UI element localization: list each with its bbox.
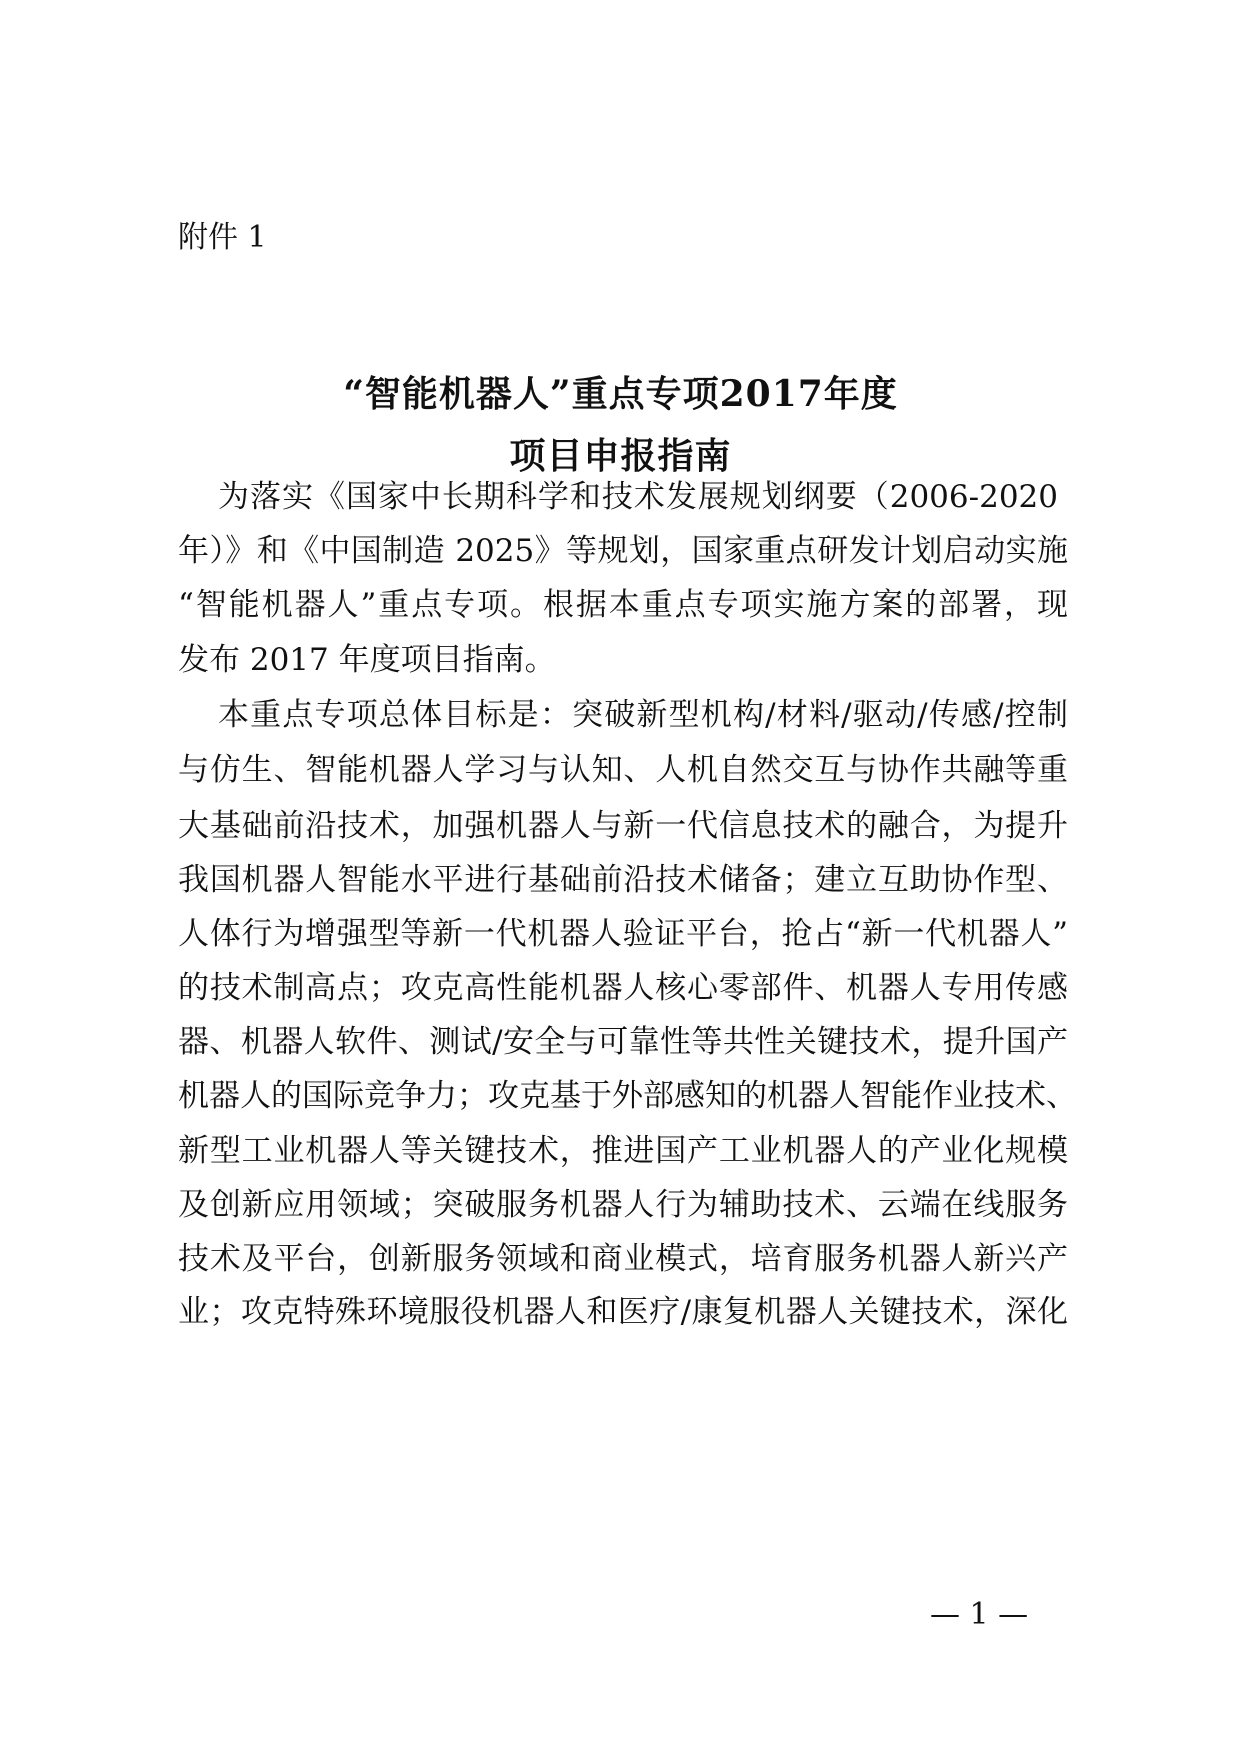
overall-goal-line-2: 与仿生、智能机器人学习与认知、人机自然交互与协作共融等重 bbox=[178, 752, 1068, 788]
page-number: — 1 — bbox=[930, 1597, 1029, 1632]
overall-goal-line-1: 本重点专项总体目标是：突破新型机构/材料/驱动/传感/控制 bbox=[218, 697, 1068, 733]
intro-paragraph-line-4: 发布 2017 年度项目指南。 bbox=[178, 642, 556, 678]
overall-goal-line-12: 业；攻克特殊环境服役机器人和医疗/康复机器人关键技术，深化 bbox=[178, 1294, 1068, 1330]
document-title-line-2: 项目申报指南 bbox=[509, 435, 732, 478]
overall-goal-line-6: 的技术制高点；攻克高性能机器人核心零部件、机器人专用传感 bbox=[178, 970, 1068, 1006]
overall-goal-line-11: 技术及平台，创新服务领域和商业模式，培育服务机器人新兴产 bbox=[178, 1241, 1068, 1277]
intro-paragraph-line-3: “智能机器人”重点专项。根据本重点专项实施方案的部署，现 bbox=[178, 587, 1068, 623]
overall-goal-line-3: 大基础前沿技术，加强机器人与新一代信息技术的融合，为提升 bbox=[178, 808, 1068, 844]
intro-paragraph-line-1: 为落实《国家中长期科学和技术发展规划纲要（2006-2020 bbox=[218, 479, 1058, 515]
document-title-line-1: “智能机器人”重点专项2017年度 bbox=[343, 373, 898, 416]
overall-goal-line-5: 人体行为增强型等新一代机器人验证平台，抢占“新一代机器人” bbox=[178, 916, 1068, 952]
overall-goal-line-4: 我国机器人智能水平进行基础前沿技术储备；建立互助协作型、 bbox=[178, 862, 1068, 898]
overall-goal-line-7: 器、机器人软件、测试/安全与可靠性等共性关键技术，提升国产 bbox=[178, 1024, 1068, 1060]
attachment-label: 附件 1 bbox=[178, 220, 267, 255]
overall-goal-line-9: 新型工业机器人等关键技术，推进国产工业机器人的产业化规模 bbox=[178, 1133, 1068, 1169]
overall-goal-line-8: 机器人的国际竞争力；攻克基于外部感知的机器人智能作业技术、 bbox=[178, 1078, 1077, 1114]
overall-goal-line-10: 及创新应用领域；突破服务机器人行为辅助技术、云端在线服务 bbox=[178, 1187, 1068, 1223]
intro-paragraph-line-2: 年）》和《中国制造 2025》等规划，国家重点研发计划启动实施 bbox=[178, 533, 1068, 569]
